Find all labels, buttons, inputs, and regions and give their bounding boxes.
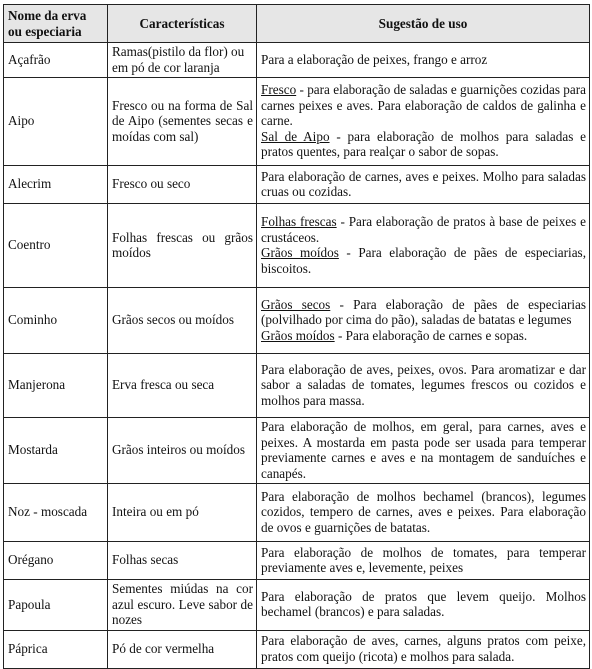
header-row (4, 5, 590, 43)
herb-name-cell: Orégano (4, 542, 108, 580)
usage-label: Grãos moídos (261, 245, 339, 260)
usage-text: - Para elaboração de pães de especiarias, biscoitos. (261, 245, 586, 276)
table-row (4, 630, 590, 668)
usage-text: - Para elaboração de carnes e sopas. (334, 327, 528, 343)
usage-paragraph (261, 589, 586, 620)
herb-name-cell: Alecrim (4, 166, 108, 204)
usage-cell (257, 43, 590, 78)
table-row (4, 204, 590, 288)
characteristics-cell: Folhas secas (108, 542, 257, 580)
characteristics-cell: Grãos inteiros ou moídos (108, 418, 257, 484)
herb-name-cell: Papoula (4, 580, 108, 631)
usage-paragraph (261, 129, 586, 160)
table-row (4, 43, 590, 78)
usage-label: Fresco (261, 82, 297, 98)
characteristics-cell: Fresco ou seco (108, 166, 257, 204)
characteristics-cell: Inteira ou em pó (108, 484, 257, 542)
characteristics-cell: Folhas frescas ou grãos moídos (108, 204, 257, 288)
usage-paragraph (261, 328, 586, 344)
usage-cell (257, 418, 590, 484)
header-name: Nome da erva ou especiaria (4, 5, 108, 43)
usage-cell (257, 166, 590, 204)
usage-paragraph (261, 297, 586, 328)
usage-text: Para elaboração de aves, carnes, alguns pratos com peixe, pratos com queijo (ricota) e molhos para salada. (261, 633, 586, 664)
usage-paragraph (261, 362, 586, 409)
herb-name-cell: Manjerona (4, 354, 108, 418)
usage-paragraph (261, 169, 586, 200)
herb-name-cell: Páprica (4, 630, 108, 668)
usage-cell (257, 288, 590, 354)
usage-text: - para elaboração de saladas e guarnições cozidas para carnes peixes e aves. Para elaboração de caldos de galinha e carne. (261, 82, 586, 129)
table-row (4, 542, 590, 580)
usage-paragraph (261, 419, 586, 481)
characteristics-cell: Grãos secos ou moídos (108, 288, 257, 354)
herb-name-cell: Mostarda (4, 418, 108, 484)
herb-name-cell: Coentro (4, 204, 108, 288)
usage-cell (257, 484, 590, 542)
usage-text: Para elaboração de aves, peixes, ovos. Para aromatizar e dar sabor a saladas de tomates, legumes frescos ou cozidos e molhos para massa. (261, 361, 586, 408)
usage-paragraph (261, 489, 586, 536)
characteristics-cell: Fresco ou na forma de Sal de Aipo (sementes secas e moídas com sal) (108, 78, 257, 166)
table-row (4, 354, 590, 418)
herbs-spices-table (3, 4, 590, 669)
usage-label: Grãos secos (261, 296, 331, 312)
table-row (4, 78, 590, 166)
usage-text: Para elaboração de molhos de tomates, para temperar previamente aves e, levemente, peixes (261, 544, 586, 575)
usage-text: Para a elaboração de peixes, frango e arroz (261, 51, 488, 67)
herb-name-cell: Açafrão (4, 43, 108, 78)
usage-label: Folhas frescas (261, 214, 337, 229)
usage-text: - Para elaboração de pães de especiarias (polvilhado por cima do pão), saladas de batatas e legumes (261, 296, 586, 328)
header-usage: Sugestão de uso (257, 5, 590, 43)
usage-text: - para elaboração de molhos para saladas e pratos quentes, para realçar o sabor de sopas. (261, 128, 586, 160)
table-row (4, 484, 590, 542)
table-row (4, 166, 590, 204)
usage-text: Para elaboração de molhos bechamel (brancos), legumes cozidos, tempero de carnes, aves e peixes. Para elaboração de ovos e guarnições de batatas. (261, 488, 586, 535)
usage-cell (257, 204, 590, 288)
herb-name-cell: Aipo (4, 78, 108, 166)
usage-paragraph (261, 214, 586, 245)
table-row (4, 288, 590, 354)
usage-label: Grãos moídos (261, 327, 335, 343)
characteristics-cell: Ramas(pistilo da flor) ou em pó de cor laranja (108, 43, 257, 78)
usage-text: Para elaboração de carnes, aves e peixes. Molho para saladas cruas ou cozidas. (261, 168, 586, 199)
header-characteristics: Características (108, 5, 257, 43)
usage-paragraph (261, 52, 586, 68)
herb-name-cell: Noz - moscada (4, 484, 108, 542)
herb-name-cell: Cominho (4, 288, 108, 354)
usage-text: - Para elaboração de pratos à base de peixes e crustáceos. (261, 214, 586, 245)
characteristics-cell: Pó de cor vermelha (108, 630, 257, 668)
usage-text: Para elaboração de molhos, em geral, para carnes, aves e peixes. A mostarda em pasta pode ser usada para temperar previamente carnes e aves e na montagem de sanduíches e canapés. (261, 419, 586, 481)
characteristics-cell: Erva fresca ou seca (108, 354, 257, 418)
usage-cell (257, 630, 590, 668)
usage-cell (257, 580, 590, 631)
usage-label: Sal de Aipo (261, 128, 330, 144)
usage-cell (257, 354, 590, 418)
usage-paragraph (261, 633, 586, 664)
usage-paragraph (261, 82, 586, 129)
usage-paragraph (261, 545, 586, 576)
usage-paragraph (261, 245, 586, 276)
usage-cell (257, 78, 590, 166)
usage-cell (257, 542, 590, 580)
table-row (4, 580, 590, 631)
usage-text: Para elaboração de pratos que levem queijo. Molhos bechamel (brancos) e para saladas. (261, 588, 586, 620)
characteristics-cell: Sementes miúdas na cor azul escuro. Leve sabor de nozes (108, 580, 257, 631)
table-row (4, 418, 590, 484)
